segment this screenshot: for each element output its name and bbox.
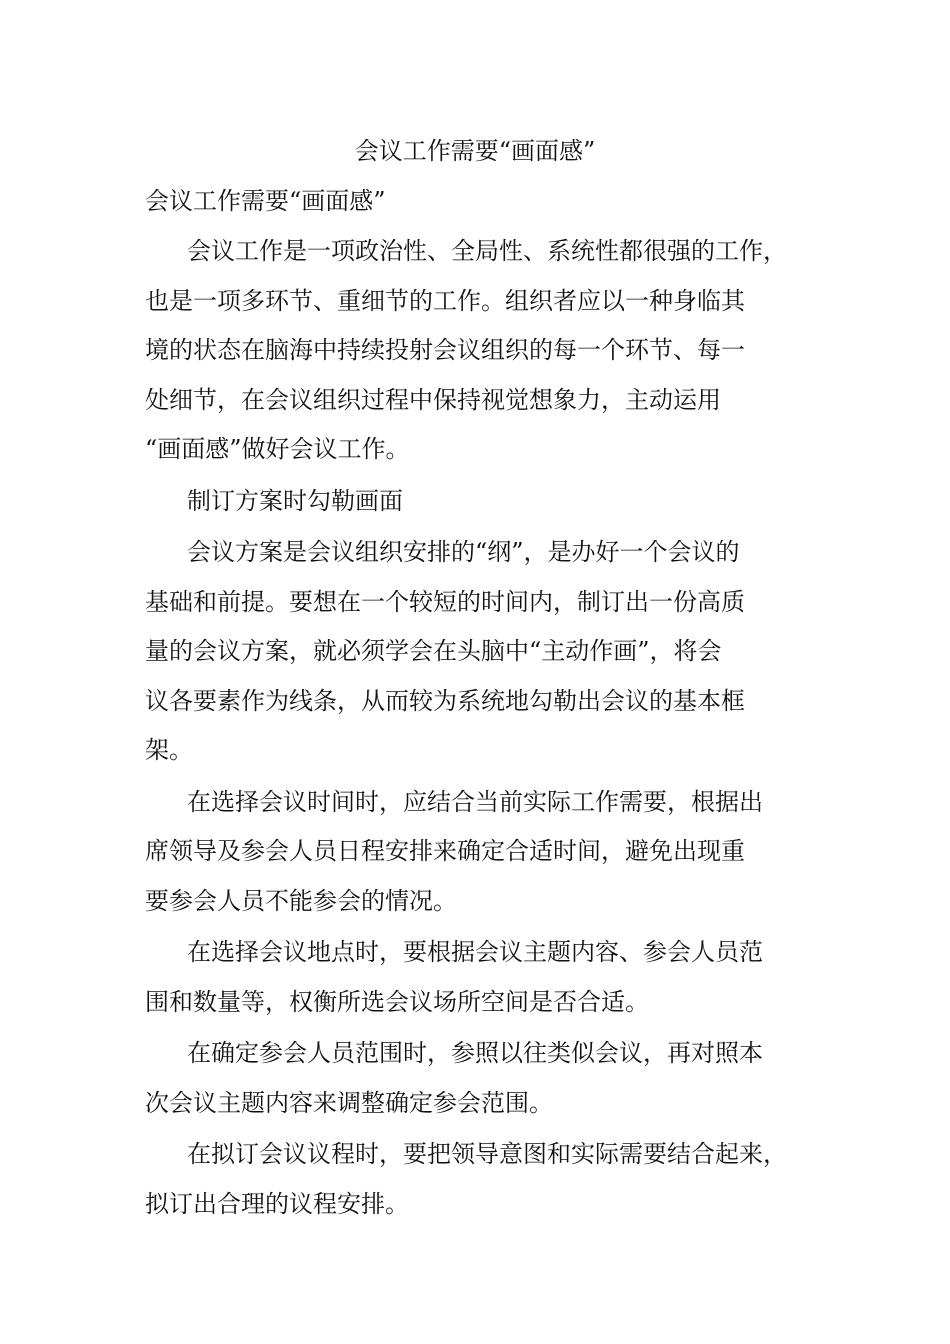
document-title: 会议工作需要“画面感” bbox=[354, 137, 596, 165]
section-heading bbox=[145, 477, 825, 527]
paragraph-line: 在拟订会议议程时，要把领导意图和实际需要结合起来， bbox=[187, 1140, 787, 1168]
paragraph-line: 拟订出合理的议程安排。 bbox=[145, 1189, 409, 1218]
paragraph-line: 处细节，在会议组织过程中保持视觉想象力，主动运用 bbox=[145, 385, 721, 414]
paragraph-line: 在选择会议地点时，要根据会议主题内容、参会人员范 bbox=[187, 938, 763, 966]
paragraph-line: 量的会议方案，就必须学会在头脑中“主动作画”，将会 bbox=[145, 637, 722, 665]
paragraph-line: 境的状态在脑海中持续投射会议组织的每一个环节、每一 bbox=[145, 336, 745, 364]
paragraph-line: “画面感”做好会议工作。 bbox=[145, 435, 410, 463]
paragraph-line: 议各要素作为线条，从而较为系统地勾勒出会议的基本框 bbox=[145, 686, 745, 715]
paragraph-line: 也是一项多环节、重细节的工作。组织者应以一种身临其 bbox=[145, 286, 745, 315]
document-body bbox=[145, 227, 825, 1231]
paragraph-line: 会议方案是会议组织安排的“纲”，是办好一个会议的 bbox=[187, 538, 740, 566]
paragraph-line: 会议工作是一项政治性、全局性、系统性都很强的工作， bbox=[187, 237, 787, 265]
paragraph-line: 架。 bbox=[145, 736, 193, 764]
paragraph-line: 要参会人员不能参会的情况。 bbox=[145, 886, 457, 915]
document-subtitle: 会议工作需要“画面感” bbox=[145, 187, 386, 215]
paragraph bbox=[145, 227, 825, 475]
paragraph bbox=[145, 528, 825, 776]
paragraph bbox=[145, 778, 825, 927]
paragraph-line: 在选择会议时间时，应结合当前实际工作需要，根据出 bbox=[187, 787, 763, 816]
paragraph-line: 围和数量等，权衡所选会议场所空间是否合适。 bbox=[145, 987, 649, 1016]
paragraph bbox=[145, 1029, 825, 1128]
paragraph-line: 次会议主题内容来调整确定参会范围。 bbox=[145, 1088, 553, 1117]
paragraph-line: 基础和前提。要想在一个较短的时间内，制订出一份高质 bbox=[145, 587, 745, 616]
paragraph bbox=[145, 1130, 825, 1229]
paragraph-line: 在确定参会人员范围时，参照以往类似会议，再对照本 bbox=[187, 1039, 763, 1067]
section-heading-line: 制订方案时勾勒画面 bbox=[187, 486, 403, 515]
paragraph-line: 席领导及参会人员日程安排来确定合适时间，避免出现重 bbox=[145, 837, 745, 865]
paragraph bbox=[145, 928, 825, 1027]
